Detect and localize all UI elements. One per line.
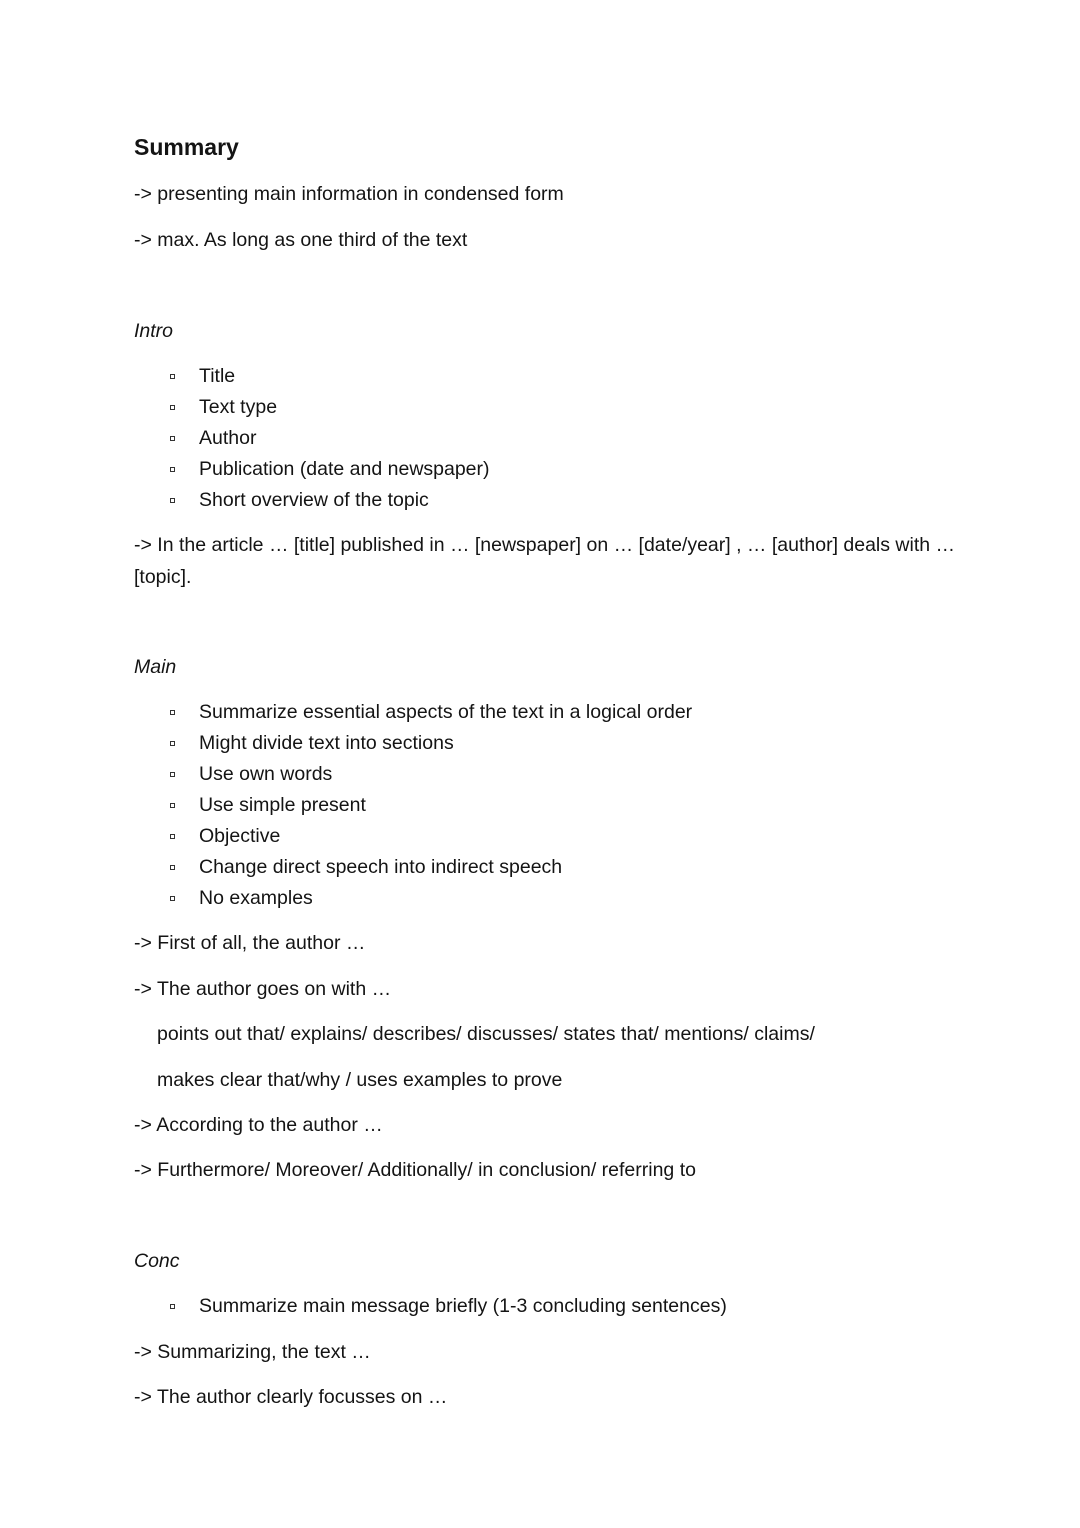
summary-line-2: -> max. As long as one third of the text — [134, 229, 468, 251]
main-bullet-7: No examples — [199, 887, 313, 909]
summary-line-1: -> presenting main information in condensed form — [134, 183, 564, 205]
main-bullet-5: Objective — [199, 825, 281, 847]
main-heading: Main — [134, 656, 177, 678]
main-bullet-4: Use simple present — [199, 794, 366, 816]
bullet-marker — [170, 374, 175, 379]
bullet-marker — [170, 405, 175, 410]
bullet-marker — [170, 1304, 175, 1309]
intro-bullet-title: Title — [199, 365, 236, 387]
intro-bullet-text-type: Text type — [199, 396, 278, 418]
main-verbs-line-1: points out that/ explains/ describes/ discusses/ states that/ mentions/ claims/ — [157, 1023, 815, 1045]
intro-example: -> In the article … [title] published in … [newspaper] on … [date/year] , … [author] deals with … [topic]. — [134, 534, 956, 588]
bullet-marker — [170, 896, 175, 901]
main-verbs-line-2: makes clear that/why / uses examples to prove — [157, 1069, 563, 1091]
bullet-marker — [170, 741, 175, 746]
intro-heading: Intro — [134, 320, 174, 342]
bullet-marker — [170, 772, 175, 777]
main-bullet-6: Change direct speech into indirect speech — [199, 856, 563, 878]
bullet-marker — [170, 803, 175, 808]
main-phrase-2: -> The author goes on with … — [134, 978, 392, 1000]
main-bullet-2: Might divide text into sections — [199, 732, 454, 754]
conc-bullet-1: Summarize main message briefly (1-3 concluding sentences) — [199, 1295, 727, 1317]
bullet-marker — [170, 834, 175, 839]
bullet-marker — [170, 436, 175, 441]
intro-bullet-author: Author — [199, 427, 257, 449]
intro-bullet-overview: Short overview of the topic — [199, 489, 429, 511]
bullet-marker — [170, 467, 175, 472]
conc-phrase-2: -> The author clearly focusses on … — [134, 1386, 448, 1408]
main-phrase-3: -> According to the author … — [134, 1114, 383, 1136]
main-phrase-4: -> Furthermore/ Moreover/ Additionally/ in conclusion/ referring to — [134, 1159, 696, 1181]
intro-bullet-publication: Publication (date and newspaper) — [199, 458, 490, 480]
main-phrase-1: -> First of all, the author … — [134, 932, 366, 954]
conc-phrase-1: -> Summarizing, the text … — [134, 1341, 371, 1363]
bullet-marker — [170, 710, 175, 715]
main-bullet-3: Use own words — [199, 763, 333, 785]
page-title: Summary — [134, 134, 239, 160]
bullet-marker — [170, 865, 175, 870]
bullet-marker — [170, 498, 175, 503]
conc-heading: Conc — [134, 1250, 180, 1272]
main-bullet-1: Summarize essential aspects of the text in a logical order — [199, 701, 693, 723]
